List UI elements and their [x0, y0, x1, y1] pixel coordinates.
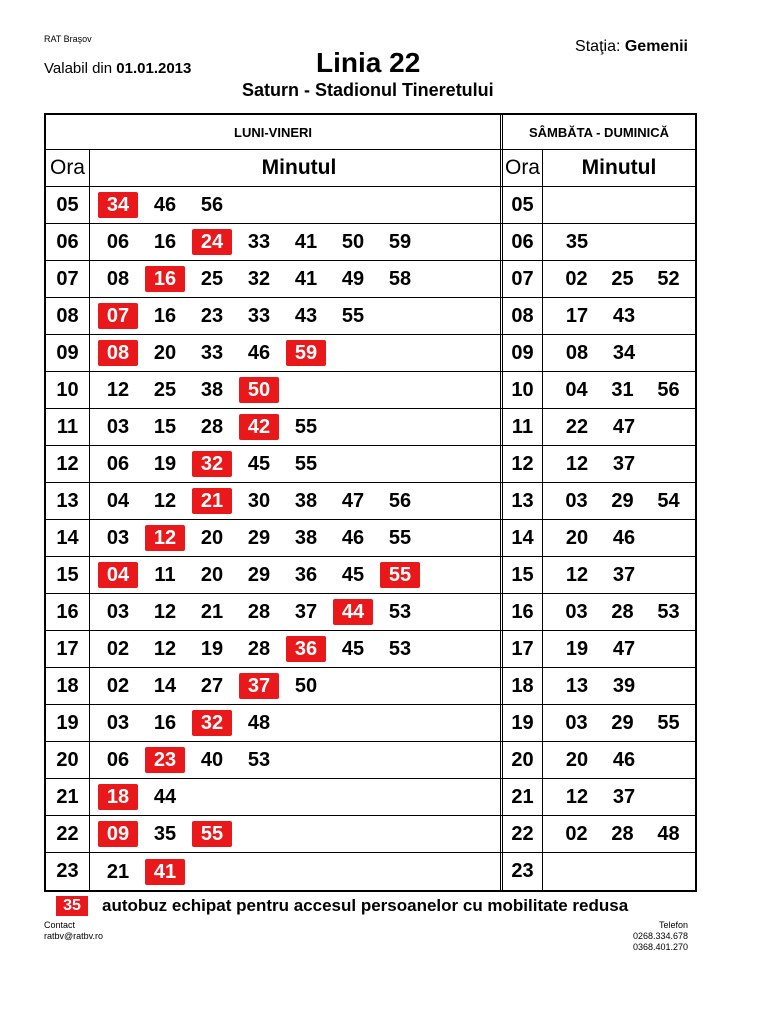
departure-minute: 46 [153, 194, 177, 216]
departure-minute: 58 [388, 268, 412, 290]
weekend-hour: 15 [503, 557, 543, 593]
departure-minute: 48 [657, 823, 680, 845]
accessible-departure-minute: 09 [98, 821, 138, 847]
contact-email: ratbv@ratbv.ro [44, 931, 103, 941]
weekday-header: LUNI-VINERI [234, 124, 312, 140]
departure-minute: 44 [153, 786, 177, 808]
departure-minute: 37 [612, 786, 636, 808]
departure-minute: 53 [657, 601, 680, 623]
departure-minute: 16 [153, 231, 177, 253]
weekday-minutes [90, 594, 500, 630]
departure-minute: 46 [247, 342, 271, 364]
column-header-row [46, 150, 695, 187]
departure-minute: 14 [153, 675, 177, 697]
weekday-minutes [90, 631, 500, 667]
weekend-hour: 10 [503, 372, 543, 408]
weekday-hour: 10 [46, 372, 90, 408]
departure-minute: 02 [565, 268, 588, 290]
phone-number-1: 0268.334.678 [632, 931, 688, 941]
weekend-hour: 06 [503, 224, 543, 260]
departure-minute: 43 [612, 305, 636, 327]
accessible-departure-minute: 23 [145, 747, 185, 773]
departure-minute: 12 [565, 453, 589, 475]
weekend-hour: 23 [503, 853, 543, 890]
departure-minute: 03 [565, 712, 588, 734]
route-name: Saturn - Stadionul Tineretului [242, 80, 494, 100]
departure-minute: 50 [294, 675, 318, 697]
accessible-departure-minute: 04 [98, 562, 138, 588]
accessible-departure-minute: 12 [145, 525, 185, 551]
weekend-minutes [543, 261, 695, 297]
weekday-minutes [90, 668, 500, 704]
accessible-departure-minute: 24 [192, 229, 232, 255]
departure-minute: 55 [657, 712, 680, 734]
weekday-hour: 09 [46, 335, 90, 371]
weekend-minutes [543, 335, 695, 371]
weekday-minutes [90, 409, 500, 445]
departure-minute: 12 [153, 638, 177, 660]
accessible-bus-marker: 35 [56, 896, 88, 916]
departure-minute: 25 [611, 268, 634, 290]
legend [56, 896, 628, 916]
timetable-row [46, 446, 695, 483]
weekend-hour: 21 [503, 779, 543, 815]
weekday-hour: 16 [46, 594, 90, 630]
departure-minute: 46 [612, 527, 636, 549]
weekend-minutes [543, 668, 695, 704]
timetable-row [46, 742, 695, 779]
accessible-departure-minute: 44 [333, 599, 373, 625]
departure-minute: 08 [106, 268, 130, 290]
timetable-row [46, 409, 695, 446]
departure-minute: 30 [247, 490, 271, 512]
station [575, 38, 688, 56]
departure-minute: 29 [611, 490, 634, 512]
departure-minute: 04 [106, 490, 130, 512]
weekday-hour: 11 [46, 409, 90, 445]
timetable-row [46, 557, 695, 594]
weekend-hour: 13 [503, 483, 543, 519]
weekday-hour: 06 [46, 224, 90, 260]
weekend-hour: 16 [503, 594, 543, 630]
accessible-departure-minute: 21 [192, 488, 232, 514]
departure-minute: 11 [154, 564, 176, 586]
departure-minute: 55 [294, 453, 318, 475]
weekend-minutes [543, 853, 695, 890]
weekday-hour: 12 [46, 446, 90, 482]
weekday-hour: 13 [46, 483, 90, 519]
weekday-hour: 05 [46, 187, 90, 223]
timetable-row [46, 816, 695, 853]
accessible-departure-minute: 18 [98, 784, 138, 810]
departure-minute: 17 [565, 305, 589, 327]
valid-label: Valabil din [44, 60, 117, 77]
weekend-header: SÂMBĂTA - DUMINICĂ [528, 124, 670, 140]
weekday-minutes [90, 187, 500, 223]
weekday-hour: 22 [46, 816, 90, 852]
departure-minute: 59 [388, 231, 412, 253]
weekday-hour: 08 [46, 298, 90, 334]
departure-minute: 47 [612, 416, 636, 438]
weekday-minutes [90, 261, 500, 297]
legend-text: autobuz echipat pentru accesul persoanelor cu mobilitate redusa [102, 896, 629, 915]
weekday-minutes [90, 816, 500, 852]
departure-minute: 40 [200, 749, 224, 771]
weekday-minutes [90, 557, 500, 593]
timetable-row [46, 668, 695, 705]
timetable-row [46, 779, 695, 816]
departure-minute: 12 [565, 786, 589, 808]
weekday-minutes [90, 853, 500, 890]
accessible-departure-minute: 34 [98, 192, 138, 218]
departure-minute: 37 [612, 453, 636, 475]
departure-minute: 46 [341, 527, 365, 549]
departure-minute: 56 [657, 379, 680, 401]
departure-minute: 20 [565, 749, 589, 771]
departure-minute: 53 [247, 749, 271, 771]
weekend-hour: 12 [503, 446, 543, 482]
phone-block [633, 920, 688, 953]
phone-label: Telefon [658, 920, 688, 930]
departure-minute: 03 [565, 490, 588, 512]
departure-minute: 25 [153, 379, 177, 401]
weekend-minutes [543, 483, 695, 519]
weekend-hour-header: Ora [503, 150, 543, 186]
weekday-hour: 14 [46, 520, 90, 556]
page-title: Linia 22 [316, 47, 421, 78]
departure-minute: 55 [388, 527, 412, 549]
departure-minute: 55 [341, 305, 365, 327]
weekday-minutes [90, 779, 500, 815]
weekday-minutes [90, 335, 500, 371]
timetable-row [46, 483, 695, 520]
timetable [44, 113, 697, 893]
weekend-minutes [543, 224, 695, 260]
departure-minute: 45 [247, 453, 271, 475]
departure-minute: 47 [341, 490, 365, 512]
timetable-row [46, 594, 695, 631]
departure-minute: 48 [247, 712, 271, 734]
departure-minute: 03 [106, 527, 130, 549]
weekday-hour: 18 [46, 668, 90, 704]
departure-minute: 02 [565, 823, 588, 845]
timetable-row [46, 520, 695, 557]
validity [44, 60, 191, 77]
weekday-hour: 21 [46, 779, 90, 815]
weekend-minutes [543, 557, 695, 593]
weekday-minutes [90, 742, 500, 778]
departure-minute: 47 [612, 638, 636, 660]
departure-minute: 20 [200, 527, 224, 549]
accessible-departure-minute: 08 [98, 340, 138, 366]
valid-date: 01.01.2013 [116, 60, 192, 77]
timetable-row [46, 853, 695, 890]
departure-minute: 04 [565, 379, 588, 401]
weekday-minutes [90, 483, 500, 519]
station-label: Staţia: [575, 38, 625, 55]
weekend-hour: 11 [503, 409, 543, 445]
departure-minute: 56 [388, 490, 412, 512]
phone-number-2: 0368.401.270 [632, 942, 688, 952]
departure-minute: 38 [294, 490, 318, 512]
weekend-hour: 14 [503, 520, 543, 556]
org-name: RAT Braşov [44, 34, 92, 44]
accessible-departure-minute: 55 [192, 821, 232, 847]
weekend-minutes [543, 372, 695, 408]
departure-minute: 32 [247, 268, 271, 290]
departure-minute: 29 [247, 527, 271, 549]
weekday-hour: 17 [46, 631, 90, 667]
timetable-row [46, 261, 695, 298]
departure-minute: 35 [153, 823, 177, 845]
timetable-row [46, 187, 695, 224]
weekend-hour: 20 [503, 742, 543, 778]
accessible-departure-minute: 41 [145, 859, 185, 885]
contact-label: Contact [44, 920, 76, 930]
departure-minute: 21 [200, 601, 224, 623]
departure-minute: 29 [611, 712, 634, 734]
departure-minute: 28 [611, 601, 634, 623]
weekday-minutes [90, 372, 500, 408]
weekday-hour: 15 [46, 557, 90, 593]
weekday-minutes [90, 298, 500, 334]
timetable-row [46, 372, 695, 409]
contact-block [44, 920, 103, 942]
departure-minute: 41 [294, 268, 318, 290]
weekday-hour: 23 [46, 853, 90, 890]
weekend-hour: 19 [503, 705, 543, 741]
departure-minute: 21 [106, 860, 130, 883]
departure-minute: 03 [565, 601, 588, 623]
weekday-hour: 20 [46, 742, 90, 778]
departure-minute: 03 [106, 712, 130, 734]
departure-minute: 06 [106, 231, 130, 253]
weekday-minute-header-cell [90, 150, 500, 186]
departure-minute: 20 [565, 527, 589, 549]
weekday-hour: 07 [46, 261, 90, 297]
departure-minute: 12 [106, 379, 130, 401]
accessible-departure-minute: 32 [192, 710, 232, 736]
weekday-hour: 19 [46, 705, 90, 741]
departure-minute: 03 [106, 601, 130, 623]
departure-minute: 12 [153, 490, 177, 512]
timetable-row [46, 224, 695, 261]
accessible-departure-minute: 42 [239, 414, 279, 440]
weekend-minute-header-cell [543, 150, 695, 186]
departure-minute: 22 [565, 416, 589, 438]
departure-minute: 39 [612, 675, 636, 697]
weekend-minutes [543, 187, 695, 223]
weekend-hour: 07 [503, 261, 543, 297]
timetable-row [46, 298, 695, 335]
departure-minute: 28 [611, 823, 634, 845]
departure-minute: 19 [565, 638, 589, 660]
accessible-departure-minute: 50 [239, 377, 279, 403]
accessible-departure-minute: 37 [239, 673, 279, 699]
departure-minute: 20 [153, 342, 177, 364]
departure-minute: 19 [200, 638, 224, 660]
departure-minute: 19 [153, 453, 177, 475]
weekday-minutes [90, 520, 500, 556]
departure-minute: 38 [294, 527, 318, 549]
accessible-departure-minute: 32 [192, 451, 232, 477]
weekend-hour: 08 [503, 298, 543, 334]
departure-minute: 16 [153, 305, 177, 327]
departure-minute: 28 [247, 601, 271, 623]
weekend-minutes [543, 631, 695, 667]
departure-minute: 43 [294, 305, 318, 327]
departure-minute: 53 [388, 601, 412, 623]
timetable-row [46, 335, 695, 372]
weekday-minutes [90, 705, 500, 741]
weekend-minutes [543, 705, 695, 741]
weekend-hour: 17 [503, 631, 543, 667]
departure-minute: 28 [200, 416, 224, 438]
departure-minute: 45 [341, 564, 365, 586]
departure-minute: 23 [200, 305, 224, 327]
departure-minute: 02 [106, 675, 130, 697]
weekend-hour: 18 [503, 668, 543, 704]
departure-minute: 12 [153, 601, 177, 623]
accessible-departure-minute: 07 [98, 303, 138, 329]
weekend-hour: 22 [503, 816, 543, 852]
departure-minute: 12 [565, 564, 589, 586]
departure-minute: 37 [612, 564, 636, 586]
departure-minute: 36 [294, 564, 318, 586]
departure-minute: 38 [200, 379, 224, 401]
weekend-minutes [543, 446, 695, 482]
weekday-hour-header: Ora [46, 150, 90, 186]
accessible-departure-minute: 55 [380, 562, 420, 588]
timetable-grid [44, 150, 697, 892]
accessible-departure-minute: 59 [286, 340, 326, 366]
weekday-minutes [90, 224, 500, 260]
departure-minute: 13 [565, 675, 589, 697]
weekend-minutes [543, 816, 695, 852]
timetable-row [46, 705, 695, 742]
departure-minute: 50 [341, 231, 365, 253]
weekend-hour: 05 [503, 187, 543, 223]
departure-minute: 46 [612, 749, 636, 771]
departure-minute: 03 [106, 416, 130, 438]
departure-minute: 16 [153, 712, 177, 734]
weekend-minutes [543, 409, 695, 445]
departure-minute: 27 [200, 675, 224, 697]
accessible-departure-minute: 36 [286, 636, 326, 662]
departure-minute: 41 [294, 231, 318, 253]
station-name: Gemenii [624, 38, 688, 55]
departure-minute: 33 [247, 305, 271, 327]
departure-minute: 06 [106, 749, 130, 771]
departure-minute: 33 [200, 342, 224, 364]
timetable-row [46, 631, 695, 668]
departure-minute: 33 [247, 231, 271, 253]
weekend-minutes [543, 298, 695, 334]
departure-minute: 53 [388, 638, 412, 660]
weekend-minutes [543, 742, 695, 778]
departure-minute: 31 [611, 379, 634, 401]
departure-minute: 56 [200, 194, 224, 216]
accessible-departure-minute: 16 [145, 266, 185, 292]
departure-minute: 28 [247, 638, 271, 660]
departure-minute: 34 [612, 342, 636, 364]
departure-minute: 55 [294, 416, 318, 438]
departure-minute: 15 [153, 416, 177, 438]
weekend-minutes [543, 520, 695, 556]
departure-minute: 52 [657, 268, 680, 290]
departure-minute: 20 [200, 564, 224, 586]
departure-minute: 54 [657, 490, 680, 512]
departure-minute: 06 [106, 453, 130, 475]
departure-minute: 45 [341, 638, 365, 660]
weekend-minutes [543, 594, 695, 630]
weekday-minutes [90, 446, 500, 482]
departure-minute: 49 [341, 268, 365, 290]
weekend-hour: 09 [503, 335, 543, 371]
departure-minute: 29 [247, 564, 271, 586]
weekend-minute-header: Minutul [581, 156, 657, 179]
departure-minute: 35 [565, 231, 589, 253]
departure-minute: 37 [294, 601, 318, 623]
departure-minute: 25 [200, 268, 224, 290]
weekend-minutes [543, 779, 695, 815]
departure-minute: 08 [565, 342, 589, 364]
timetable-header [44, 113, 697, 150]
weekday-minute-header: Minutul [261, 156, 337, 179]
departure-minute: 02 [106, 638, 130, 660]
